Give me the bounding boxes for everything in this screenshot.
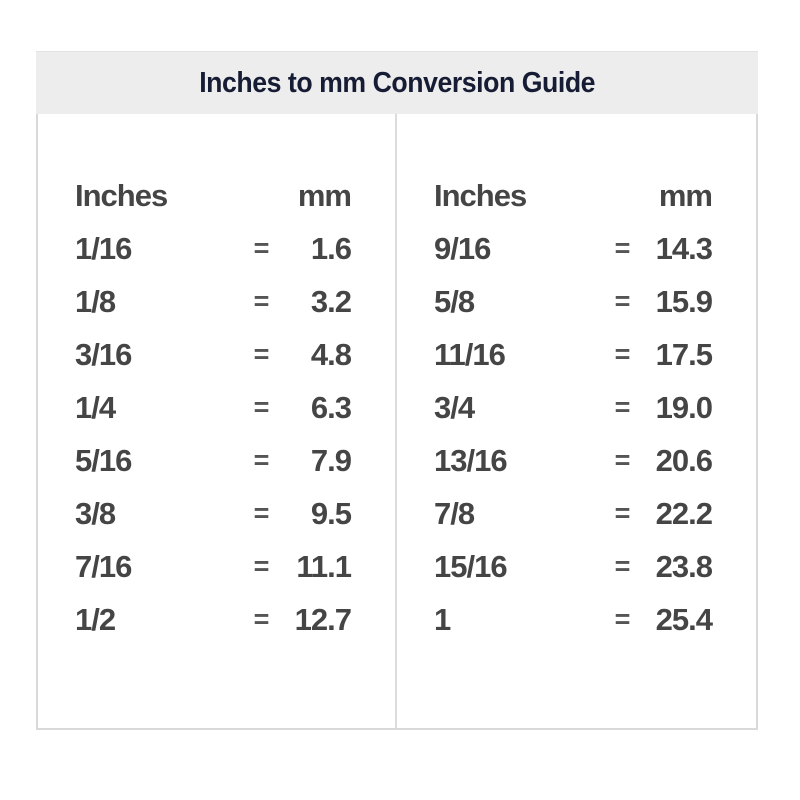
equals-sign: = — [614, 551, 630, 581]
table-column-right — [397, 114, 756, 728]
mm-value: 4.8 — [310, 336, 351, 372]
equals-sign: = — [253, 604, 269, 634]
equals-sign: = — [253, 551, 269, 581]
mm-value: 12.7 — [294, 601, 351, 637]
mm-header: mm — [297, 177, 351, 213]
mm-value: 25.4 — [655, 601, 712, 637]
inches-value: 1/8 — [75, 283, 116, 319]
inches-value: 7/8 — [434, 495, 475, 531]
mm-value: 7.9 — [310, 442, 351, 478]
inches-value: 7/16 — [75, 548, 132, 584]
inches-value: 1 — [434, 601, 451, 637]
equals-sign: = — [614, 445, 630, 475]
conversion-row — [434, 540, 712, 593]
equals-sign: = — [614, 233, 630, 263]
mm-value: 17.5 — [655, 336, 712, 372]
equals-sign: = — [614, 392, 630, 422]
inches-value: 3/8 — [75, 495, 116, 531]
column-header-row — [75, 169, 351, 222]
inches-value: 15/16 — [434, 548, 507, 584]
mm-value: 20.6 — [655, 442, 712, 478]
column-header-row — [434, 169, 712, 222]
mm-value: 6.3 — [310, 389, 351, 425]
inches-value: 11/16 — [434, 336, 505, 372]
conversion-row — [434, 328, 712, 381]
mm-value: 23.8 — [655, 548, 712, 584]
equals-sign: = — [253, 392, 269, 422]
mm-value: 22.2 — [655, 495, 712, 531]
guide-header — [36, 51, 758, 114]
equals-sign: = — [614, 498, 630, 528]
conversion-row — [75, 487, 351, 540]
inches-value: 5/16 — [75, 442, 132, 478]
inches-value: 3/16 — [75, 336, 132, 372]
inches-value: 5/8 — [434, 283, 475, 319]
conversion-row — [75, 275, 351, 328]
conversion-row — [434, 487, 712, 540]
conversion-row — [434, 275, 712, 328]
conversion-row — [75, 381, 351, 434]
mm-value: 1.6 — [310, 230, 351, 266]
page-title: Inches to mm Conversion Guide — [199, 66, 595, 99]
mm-value: 3.2 — [310, 283, 351, 319]
inches-header: Inches — [434, 177, 527, 213]
conversion-row — [75, 434, 351, 487]
equals-sign: = — [253, 286, 269, 316]
conversion-row — [434, 381, 712, 434]
conversion-row — [75, 540, 351, 593]
conversion-row — [434, 222, 712, 275]
conversion-guide — [36, 51, 758, 730]
mm-value: 15.9 — [655, 283, 712, 319]
inches-value: 13/16 — [434, 442, 507, 478]
equals-sign: = — [253, 233, 269, 263]
inches-value: 9/16 — [434, 230, 491, 266]
equals-sign: = — [614, 286, 630, 316]
equals-sign: = — [253, 445, 269, 475]
conversion-row — [75, 328, 351, 381]
mm-value: 9.5 — [310, 495, 351, 531]
equals-sign: = — [253, 339, 269, 369]
equals-sign: = — [614, 339, 630, 369]
inches-value: 3/4 — [434, 389, 475, 425]
inches-value: 1/16 — [75, 230, 132, 266]
mm-value: 11.1 — [296, 548, 351, 584]
equals-sign: = — [614, 604, 630, 634]
conversion-row — [75, 593, 351, 646]
conversion-table — [36, 114, 758, 730]
equals-sign: = — [253, 498, 269, 528]
mm-value: 14.3 — [655, 230, 712, 266]
conversion-row — [75, 222, 351, 275]
conversion-row — [434, 434, 712, 487]
inches-value: 1/4 — [75, 389, 116, 425]
mm-value: 19.0 — [655, 389, 712, 425]
mm-header: mm — [658, 177, 712, 213]
inches-value: 1/2 — [75, 601, 116, 637]
conversion-row — [434, 593, 712, 646]
inches-header: Inches — [75, 177, 168, 213]
table-column-left — [38, 114, 397, 728]
